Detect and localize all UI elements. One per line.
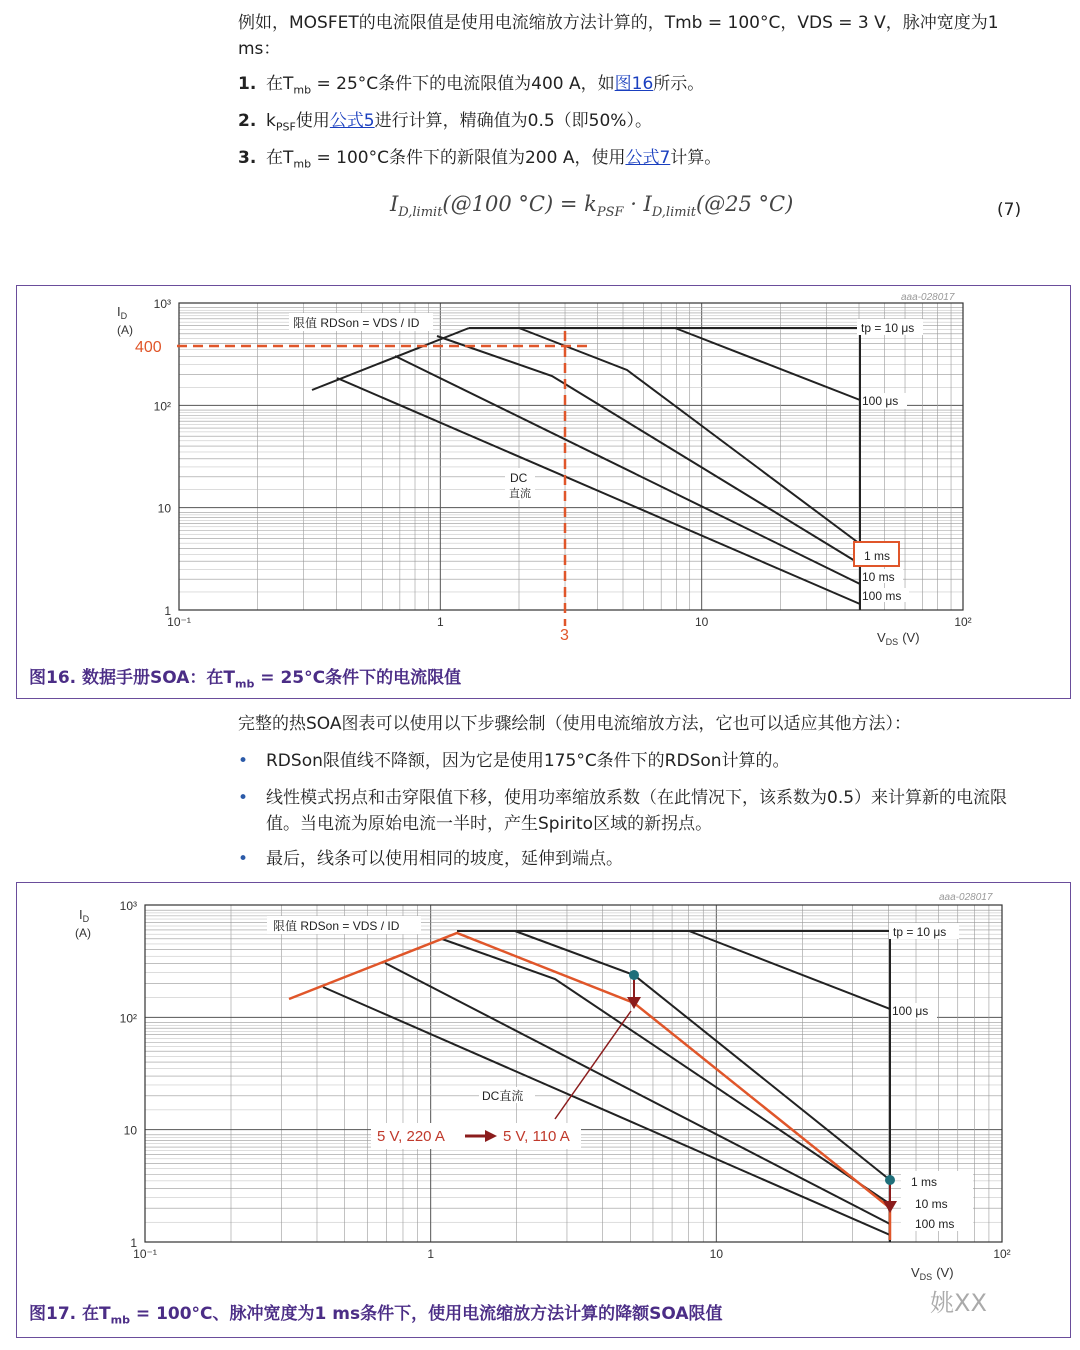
fig16-caption: 图16. 数据手册SOA：在$T_{mb} = 25^\circ C$条件下的电流限值: [29, 668, 462, 691]
x-tick-label: 10: [709, 1247, 724, 1261]
steps-paragraph: 完整的热SOA图表可以使用以下步骤绘制（使用电流缩放方法，它也可以适应其他方法）：: [238, 714, 912, 734]
formula7-link[interactable]: 公式7: [625, 148, 671, 168]
formula5-link[interactable]: 公式5: [329, 111, 375, 131]
fig17-label-1ms: 1 ms: [911, 1175, 938, 1189]
fig17-curves: [323, 931, 890, 1242]
y-tick-label: 10²: [153, 399, 171, 414]
y-tick-label: 10³: [153, 297, 171, 311]
fig16-label-100us: 100 μs: [862, 394, 899, 408]
bullet-1: • RDSon限值线不降额，因为它是使用175°C条件下的RDSon计算的。: [238, 751, 790, 771]
step-2: 2. $k_{PSF}$使用公式5进行计算，精确值为0.5（即50%）。: [238, 111, 652, 134]
fig17-code: aaa-028017: [939, 892, 993, 903]
fig16-curves: [312, 328, 860, 610]
figure-17: [16, 882, 1071, 1338]
fig17-label-10ms: 10 ms: [915, 1197, 948, 1211]
fig16-xlabel: $V_{DS}$ (V): [877, 630, 920, 647]
fig17-callout-line: [555, 1011, 631, 1119]
fig17-label-100us: 100 μs: [892, 1004, 929, 1018]
fig16-chart: [17, 286, 1069, 656]
bullet-3: • 最后，线条可以使用相同的坡度，延伸到端点。: [238, 849, 623, 869]
intro-paragraph: 例如，MOSFET的电流限值是使用电流缩放方法计算的，Tmb = 100°C，VDS = 3 V，脉冲宽度为1 ms：: [238, 13, 999, 59]
fig16-yunit: (A): [117, 323, 133, 337]
bullet-2: • 线性模式拐点和击穿限值下移，使用功率缩放系数（在此情况下，该系数为0.5）来计算新的电流限值。当电流为原始电流一半时，产生Spirito区域的新拐点。: [238, 788, 1008, 834]
fig16-marker-400: 400: [135, 339, 162, 356]
y-tick-label: 1: [164, 604, 171, 618]
fig17-xlabel: $V_{DS}$ (V): [911, 1265, 954, 1282]
y-tick-label: 10²: [119, 1011, 137, 1026]
step-1: 1. 在$T_{mb} = 25^\circ C$条件下的电流限值为400 A，如图16所示。: [238, 74, 705, 97]
x-tick-label: 10⁻¹: [167, 615, 191, 629]
fig16-label-1ms: 1 ms: [864, 549, 891, 563]
equation-number: (7): [997, 200, 1022, 220]
fig17-arrowhead-2: [883, 1201, 897, 1213]
fig17-label-10us: tp = 10 μs: [893, 925, 947, 939]
fig17-frame: [145, 905, 1002, 1242]
fig16-code: aaa-028017: [901, 292, 955, 303]
fig17-caption: 图17. 在$T_{mb} = 100^\circ C$、脉冲宽度为1 ms条件下，使用电流缩放方法计算的降额SOA限值: [29, 1304, 723, 1327]
figure-16: [16, 285, 1071, 699]
fig16-marker-3: 3: [560, 627, 569, 644]
fig17-annot-after: 5 V, 110 A: [503, 1128, 570, 1145]
fig17-point-220a: [629, 970, 639, 980]
fig16-label-dc: DC: [510, 471, 528, 485]
fig17-point-1ms: [885, 1175, 895, 1185]
x-tick-label: 10²: [954, 615, 972, 629]
formula-7: $I_{D,limit}(@100$ $^\circ C) = k_{PSF}$ · $I_{D,limit}(@25$ °C): [390, 192, 794, 221]
y-tick-label: 1: [130, 1236, 137, 1250]
fig17-label-100ms: 100 ms: [915, 1217, 955, 1231]
fig17-10us-line: [457, 931, 890, 1242]
fig16-label-10ms: 10 ms: [862, 570, 895, 584]
fig16-10us-slope: [675, 328, 860, 400]
fig17-yunit: (A): [75, 926, 91, 940]
watermark: 姚XX: [930, 1289, 987, 1317]
x-tick-label: 1: [436, 615, 444, 629]
x-tick-label: 10⁻¹: [133, 1247, 157, 1261]
fig17-derated-line: [289, 933, 890, 1240]
step-3: 3. 在$T_{mb} = 100^\circ C$条件下的新限值为200 A，使用公式7计算。: [238, 148, 722, 171]
fig16-link[interactable]: 图16: [614, 74, 654, 94]
y-tick-label: 10³: [119, 899, 137, 913]
x-tick-label: 10²: [993, 1247, 1011, 1261]
fig16-label-10us: tp = 10 μs: [861, 321, 915, 335]
fig16-dc-line: [337, 378, 860, 604]
fig16-rdson-label: 限值 RDSon = VDS / ID: [293, 316, 420, 330]
y-tick-label: 10: [157, 501, 171, 516]
x-tick-label: 1: [427, 1247, 435, 1261]
fig17-annot-before: 5 V, 220 A: [377, 1128, 445, 1145]
fig16-label-dc-cn: 直流: [509, 488, 531, 500]
fig16-ylabel: $I_D$: [117, 304, 128, 321]
x-tick-label: 10: [694, 615, 709, 629]
fig16-label-100ms: 100 ms: [862, 589, 902, 603]
fig16-100ms-line: [395, 356, 860, 584]
fig17-ylabel: $I_D$: [79, 907, 90, 924]
y-tick-label: 10: [123, 1123, 137, 1138]
fig16-10ms-line: [437, 336, 860, 564]
fig17-100us-line: [689, 931, 890, 1009]
fig17-chart: [17, 883, 1069, 1283]
fig17-label-dc: DC直流: [482, 1089, 524, 1103]
fig17-10ms-line: [442, 939, 890, 1204]
fig17-rdson-label: 限值 RDSon = VDS / ID: [273, 919, 400, 933]
